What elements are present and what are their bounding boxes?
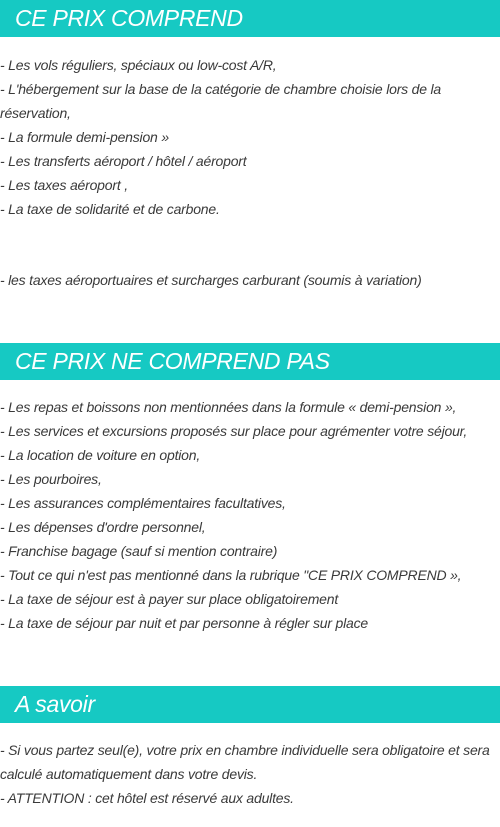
list-item: - La location de voiture en option, xyxy=(0,447,201,463)
included-extra-note: - les taxes aéroportuaires et surcharges carburant (soumis à variation) xyxy=(0,272,422,288)
list-item: - La formule demi-pension » xyxy=(0,129,169,145)
info-list xyxy=(0,738,496,810)
list-item: - Si vous partez seul(e), votre prix en chambre individuelle sera obligatoire et sera calculé automatiquement dans votre devis. xyxy=(0,742,490,782)
list-item: - Tout ce qui n'est pas mentionné dans la rubrique "CE PRIX COMPREND », xyxy=(0,567,462,583)
included-list xyxy=(0,53,496,221)
section-title-info: A savoir xyxy=(0,686,500,723)
list-item: - Les pourboires, xyxy=(0,471,102,487)
list-item: - ATTENTION : cet hôtel est réservé aux adultes. xyxy=(0,790,294,806)
list-item: - L'hébergement sur la base de la catégorie de chambre choisie lors de la réservation, xyxy=(0,81,442,121)
section-title-not-included: CE PRIX NE COMPREND PAS xyxy=(0,343,500,380)
list-item: - Les transferts aéroport / hôtel / aéroport xyxy=(0,153,247,169)
list-item: - Les vols réguliers, spéciaux ou low-cost A/R, xyxy=(0,57,277,73)
list-item: - Les services et excursions proposés sur place pour agrémenter votre séjour, xyxy=(0,423,468,439)
list-item: - Les taxes aéroport , xyxy=(0,177,128,193)
not-included-list xyxy=(0,395,496,635)
list-item: - Les assurances complémentaires facultatives, xyxy=(0,495,286,511)
list-item: - Les dépenses d'ordre personnel, xyxy=(0,519,206,535)
list-item: - Franchise bagage (sauf si mention contraire) xyxy=(0,543,278,559)
section-title-included: CE PRIX COMPREND xyxy=(0,0,500,37)
list-item: - La taxe de séjour par nuit et par personne à régler sur place xyxy=(0,615,368,631)
list-item: - La taxe de séjour est à payer sur place obligatoirement xyxy=(0,591,339,607)
list-item: - Les repas et boissons non mentionnées dans la formule « demi-pension », xyxy=(0,399,457,415)
list-item: - La taxe de solidarité et de carbone. xyxy=(0,201,220,217)
